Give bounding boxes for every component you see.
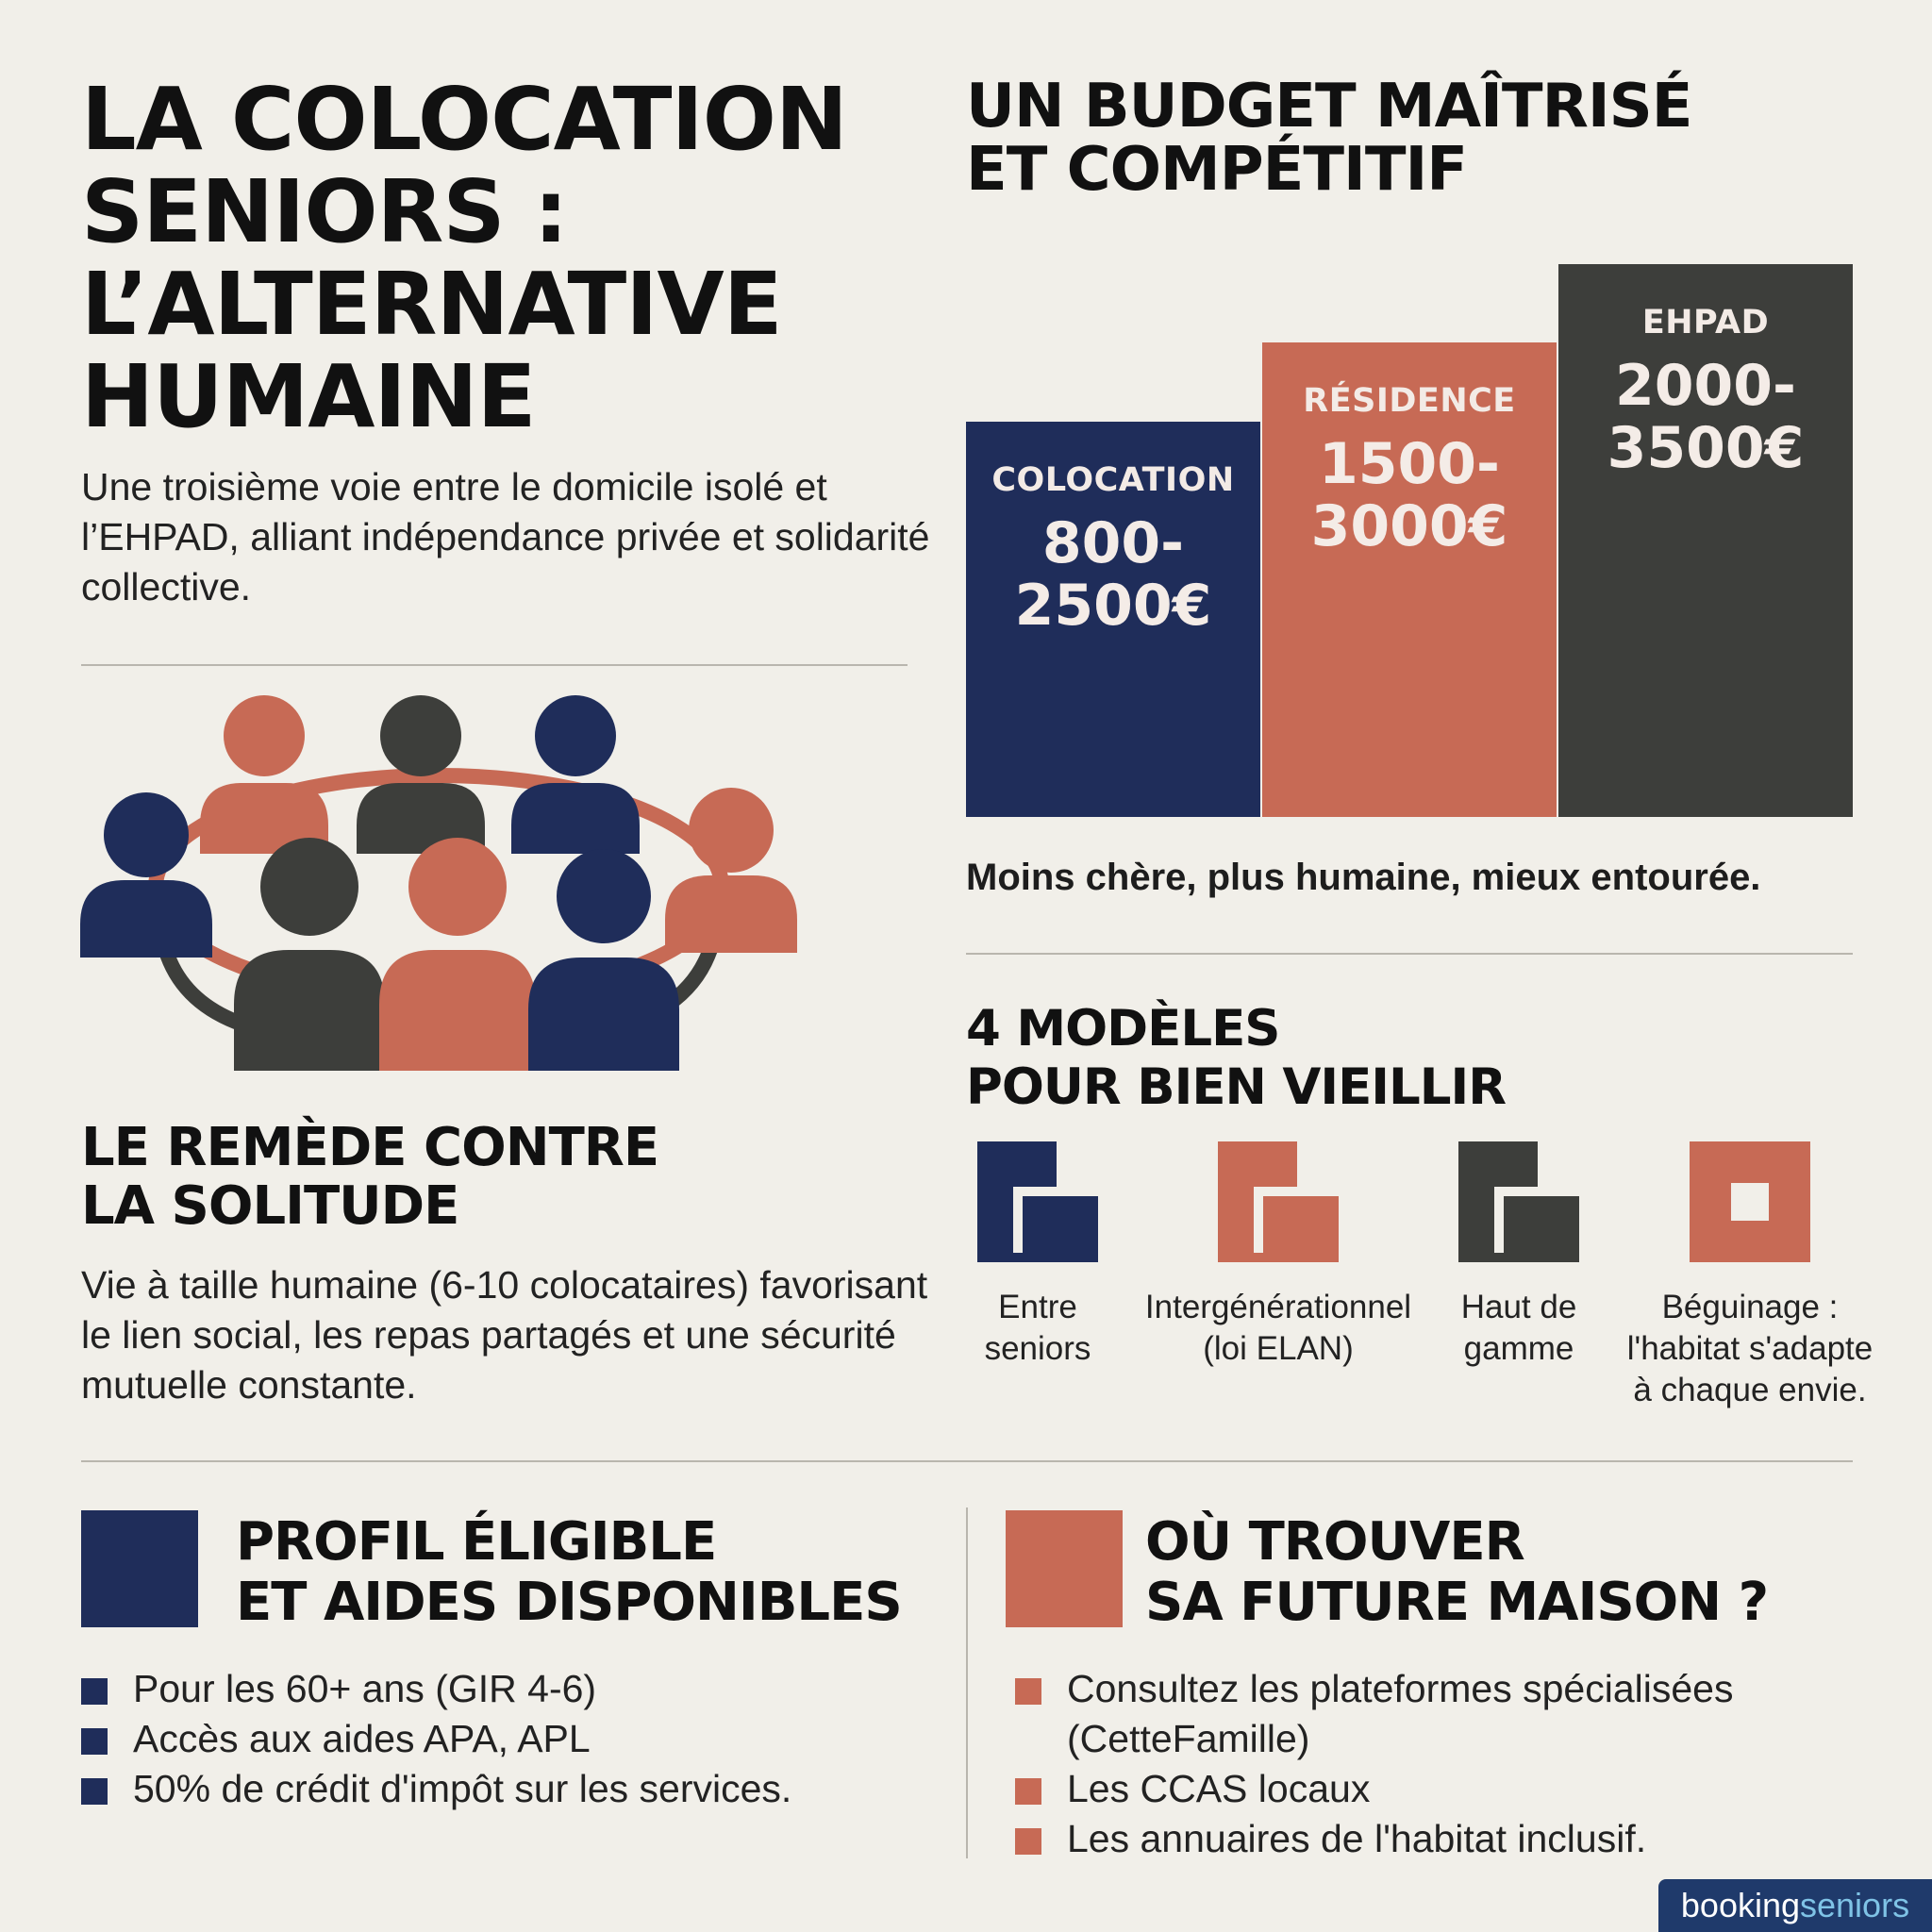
model-intergenerationnel: [1123, 1141, 1434, 1370]
list-item: [81, 1714, 949, 1764]
budget-title: [966, 72, 1872, 205]
person-front-1: [234, 838, 385, 1071]
main-title-line-2: SENIORS :: [81, 161, 568, 262]
solitude-title-line-1: LE REMÈDE CONTRE: [81, 1117, 659, 1178]
bullet-square-icon: [81, 1678, 108, 1705]
list-item: [1015, 1764, 1864, 1814]
bar-value-colocation-line-2: 2500€: [1014, 573, 1212, 639]
list-item: [81, 1664, 949, 1714]
list-item-text: Pour les 60+ ans (GIR 4-6): [133, 1667, 597, 1710]
models-title: [966, 1000, 1872, 1117]
model-label-4-line-2: l'habitat s'adapte: [1626, 1330, 1874, 1367]
person-left: [80, 792, 212, 958]
bar-value-residence-line-1: 1500-: [1319, 431, 1500, 497]
bullet-square-icon: [1015, 1678, 1041, 1705]
bar-ehpad: [1558, 264, 1853, 817]
eligibility-title: [236, 1512, 902, 1633]
bar-value-colocation-line-1: 800-: [1041, 510, 1185, 576]
navy-blocks-icon: [977, 1141, 1098, 1262]
bar-label-colocation: COLOCATION: [991, 461, 1235, 499]
model-entre-seniors: [953, 1141, 1123, 1370]
bar-value-ehpad: [1558, 355, 1853, 479]
brand-part-1: booking: [1680, 1886, 1801, 1924]
models-title-line-2: POUR BIEN VIEILLIR: [966, 1058, 1507, 1116]
model-label-1-line-2: seniors: [984, 1330, 1091, 1367]
terracotta-blocks-icon: [1218, 1141, 1339, 1262]
bullet-square-icon: [81, 1778, 108, 1805]
list-item: [1015, 1664, 1864, 1764]
divider-right-top: [966, 953, 1853, 955]
list-item: [1015, 1814, 1864, 1864]
bar-value-residence-line-2: 3000€: [1310, 493, 1508, 559]
divider-vertical: [966, 1507, 968, 1858]
bar-label-residence: RÉSIDENCE: [1303, 382, 1516, 420]
find-home-list: [1015, 1664, 1864, 1864]
bullet-square-icon: [1015, 1778, 1041, 1805]
solitude-title-line-2: LA SOLITUDE: [81, 1175, 459, 1237]
bar-value-ehpad-line-1: 2000-: [1615, 353, 1796, 419]
list-item-text: Les CCAS locaux: [1067, 1767, 1371, 1810]
budget-title-line-2: ET COMPÉTITIF: [966, 135, 1467, 205]
model-label-4-line-3: à chaque envie.: [1633, 1372, 1867, 1408]
model-label-3-line-2: gamme: [1463, 1330, 1574, 1367]
bar-value-residence: [1262, 433, 1557, 558]
solitude-title: [81, 1119, 930, 1236]
models-title-line-1: 4 MODÈLES: [966, 1000, 1280, 1058]
bar-label-ehpad: EHPAD: [1641, 304, 1770, 341]
brand-logo: [1658, 1879, 1932, 1932]
budget-chart: [966, 185, 1853, 817]
charcoal-blocks-icon: [1458, 1141, 1579, 1262]
bullet-square-icon: [1015, 1828, 1041, 1855]
terracotta-frame-icon: [1690, 1141, 1810, 1262]
eligibility-square-icon: [81, 1510, 198, 1627]
divider-bottom: [81, 1460, 1853, 1462]
list-item-text: Accès aux aides APA, APL: [133, 1717, 591, 1760]
eligibility-list: [81, 1664, 949, 1814]
bar-value-ehpad-line-2: 3500€: [1607, 415, 1805, 481]
find-home-square-icon: [1006, 1510, 1123, 1627]
model-label-2-line-2: (loi ELAN): [1203, 1330, 1354, 1367]
person-back-1: [200, 695, 328, 854]
model-beguinage: [1604, 1141, 1896, 1411]
model-haut-de-gamme: [1434, 1141, 1604, 1370]
list-item-text: Consultez les plateformes spécialisées (CetteFamille): [1067, 1667, 1734, 1760]
main-title: [81, 69, 930, 447]
find-home-title-line-1: OÙ TROUVER: [1145, 1511, 1524, 1573]
budget-title-line-1: UN BUDGET MAÎTRISÉ: [966, 72, 1692, 142]
model-label-4-line-1: Béguinage :: [1661, 1289, 1839, 1325]
bar-colocation: [966, 422, 1260, 817]
main-title-line-1: LA COLOCATION: [81, 69, 847, 170]
budget-caption: Moins chère, plus humaine, mieux entourée.: [966, 857, 1761, 898]
bar-residence: [1262, 342, 1557, 817]
list-item-text: Les annuaires de l'habitat inclusif.: [1067, 1817, 1647, 1860]
main-title-line-3: L’ALTERNATIVE: [81, 254, 782, 355]
list-item: [81, 1764, 949, 1814]
intro-text: Une troisième voie entre le domicile isolé et l’EHPAD, alliant indépendance privée et solidarité collective.: [81, 465, 930, 608]
main-title-line-4: HUMAINE: [81, 346, 536, 447]
person-front-2: [379, 838, 536, 1071]
group-of-people-icon: [75, 693, 811, 1080]
model-label-1-line-1: Entre: [998, 1289, 1077, 1325]
find-home-title: [1145, 1512, 1768, 1633]
find-home-title-line-2: SA FUTURE MAISON ?: [1145, 1572, 1769, 1633]
bullet-square-icon: [81, 1728, 108, 1755]
solitude-text: Vie à taille humaine (6-10 colocataires) favorisant le lien social, les repas partagés et une sécurité mutuelle constante.: [81, 1263, 928, 1407]
divider-left-top: [81, 664, 908, 666]
eligibility-title-line-1: PROFIL ÉLIGIBLE: [236, 1511, 717, 1573]
model-label-2-line-1: Intergénérationnel: [1144, 1289, 1412, 1325]
eligibility-title-line-2: ET AIDES DISPONIBLES: [236, 1572, 902, 1633]
brand-part-2: seniors: [1800, 1886, 1910, 1924]
list-item-text: 50% de crédit d'impôt sur les services.: [133, 1767, 792, 1810]
bar-value-colocation: [966, 512, 1260, 637]
model-label-3-line-1: Haut de: [1460, 1289, 1577, 1325]
person-right: [665, 788, 797, 953]
